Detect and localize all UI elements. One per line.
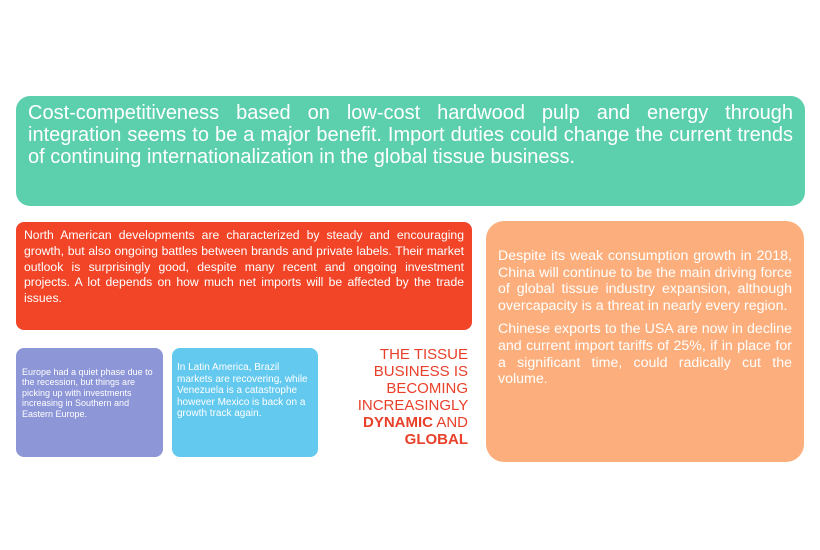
heading-global-word: GLOBAL: [404, 431, 468, 448]
cost-competitiveness-box: [16, 96, 805, 206]
north-america-text: North American developments are characterized by steady and encouraging growth, but also ongoing battles between brands and private labels. Their market outlook is surprisingly good, despite many recent and ongoing investment projects. A lot depends on how much net imports will be affected by the trade issues.: [24, 228, 464, 306]
latin-america-text: In Latin America, Brazil markets are recovering, while Venezuela is a catastrophe however Mexico is back on a growth track again.: [177, 362, 308, 419]
cost-competitiveness-text: Cost-competitiveness based on low-cost hardwood pulp and energy through integration seems to be a major benefit. Import duties could change the current trends of continuing internationalization in the global tissue business.: [28, 102, 793, 168]
europe-box: [16, 348, 163, 457]
heading-dynamic-word: DYNAMIC: [362, 414, 433, 431]
north-america-box: [16, 222, 472, 330]
china-paragraph-2: Chinese exports to the USA are now in decline and current import tariffs of 25%, if in place for a significant time, could radically cut the volume.: [498, 321, 792, 388]
heading-and-word: AND: [436, 414, 468, 431]
heading-text: THE TISSUE BUSINESS IS BECOMING INCREASINGLY: [357, 346, 468, 414]
europe-text: Europe had a quiet phase due to the recession, but things are picking up with investments increasing in Southern and Eastern Europe.: [22, 367, 153, 419]
tissue-business-heading: [330, 346, 468, 448]
china-box: [486, 221, 804, 462]
latin-america-box: [172, 348, 318, 457]
china-paragraph-1: Despite its weak consumption growth in 2018, China will continue to be the main driving force of global tissue industry expansion, although overcapacity is a threat in nearly every region.: [498, 248, 792, 314]
